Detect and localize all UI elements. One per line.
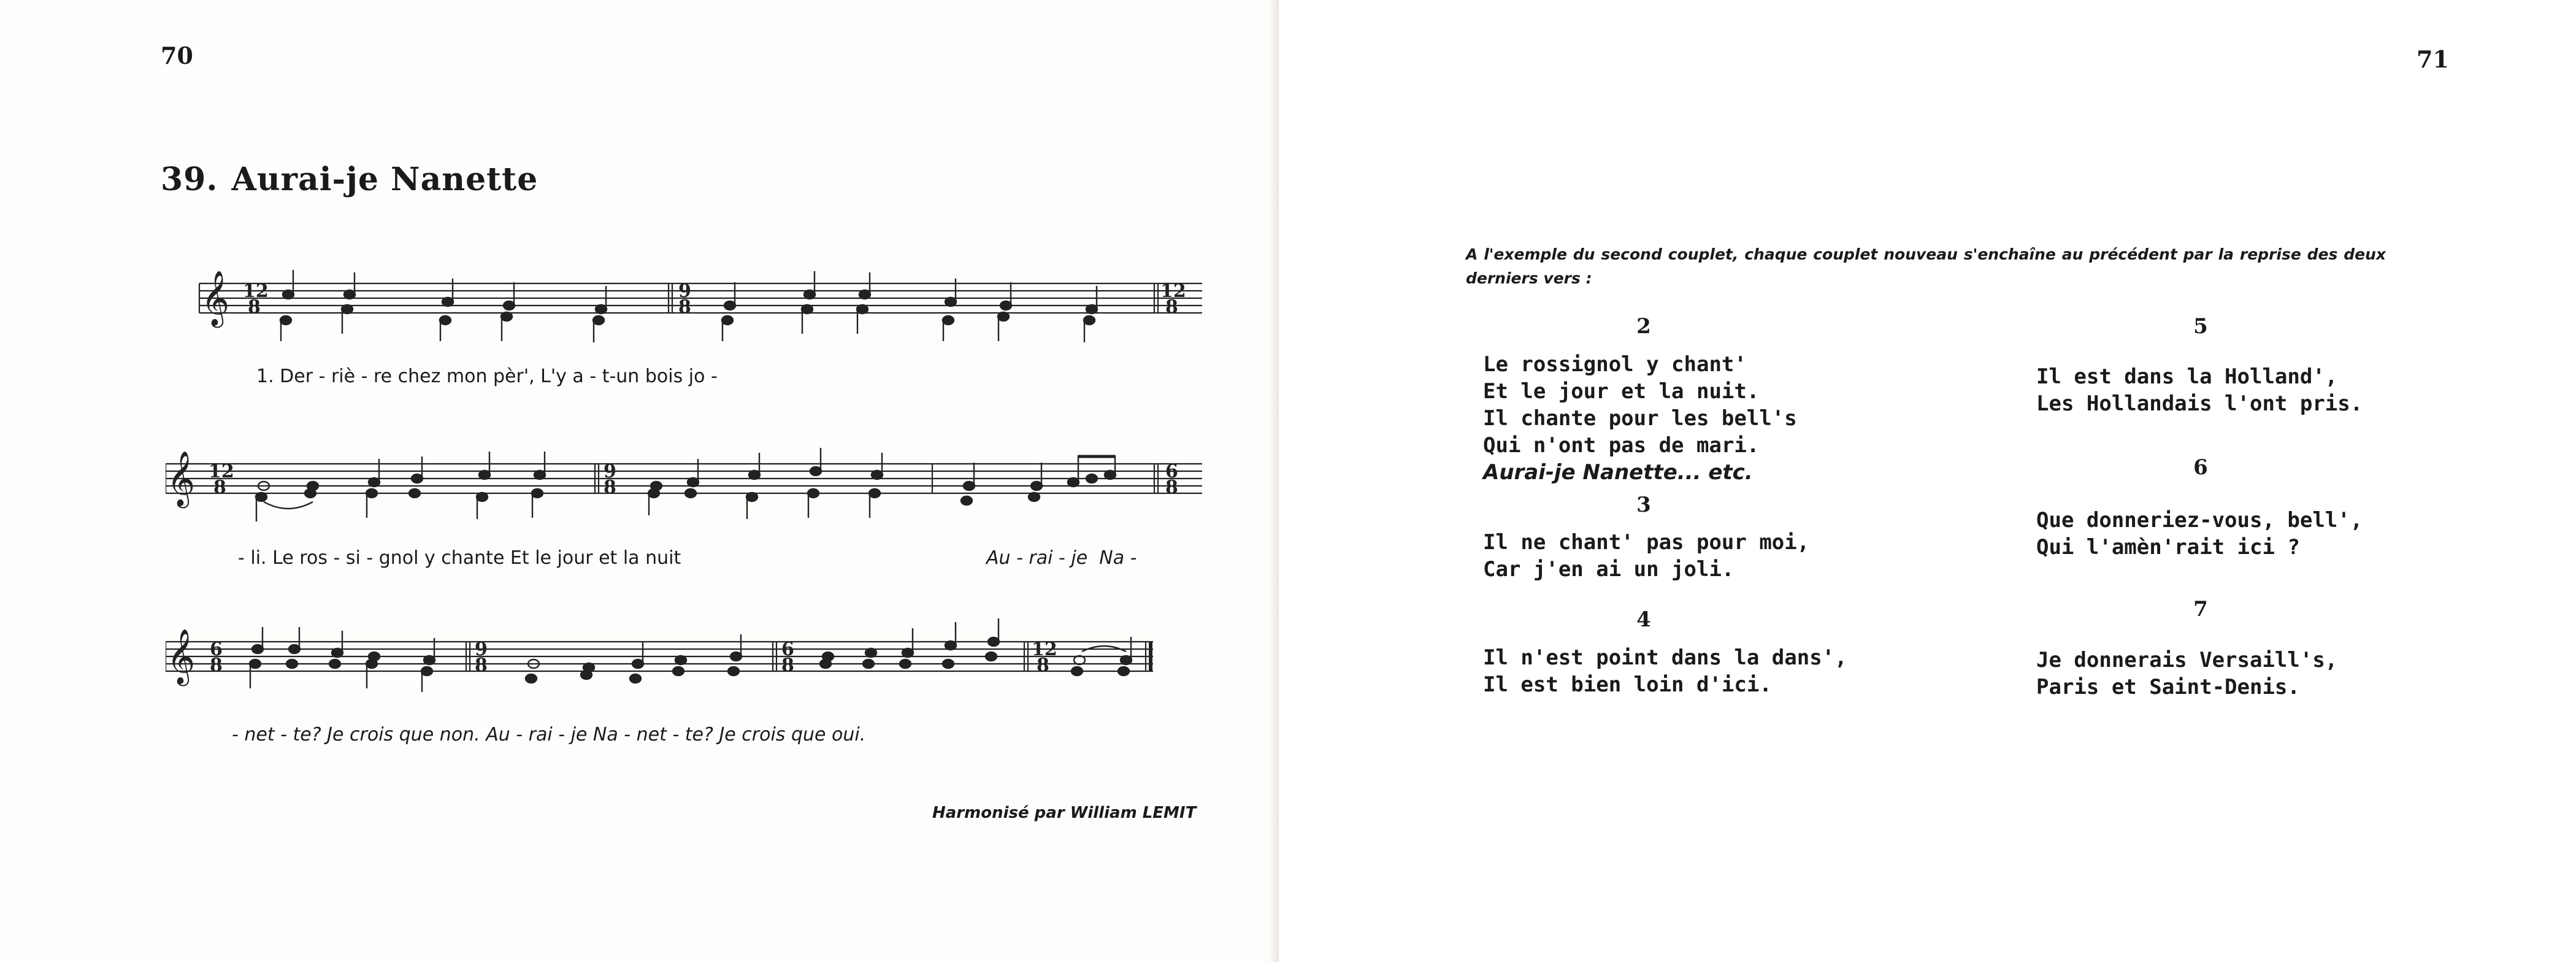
song-title-text: Aurai-je Nanette bbox=[231, 161, 539, 198]
verse-line: Le rossignol y chant' bbox=[1483, 352, 1747, 377]
verse-line: Il ne chant' pas pour moi, bbox=[1483, 530, 1810, 555]
lyrics-line-1: 1. Der - riè - re chez mon pèr', L'y a - t-un bois jo - bbox=[256, 366, 718, 387]
verse-number-7: 7 bbox=[2193, 597, 2208, 621]
verse-6 bbox=[2036, 507, 2363, 561]
verse-line: Que donneriez-vous, bell', bbox=[2036, 508, 2363, 533]
svg-text:9: 9 bbox=[678, 280, 691, 302]
verse-line: Les Hollandais l'ont pris. bbox=[2036, 391, 2363, 416]
svg-text:6: 6 bbox=[781, 639, 794, 660]
verse-number-2: 2 bbox=[1636, 314, 1651, 339]
svg-text:8: 8 bbox=[781, 655, 794, 676]
verse-line: Qui n'ont pas de mari. bbox=[1483, 433, 1760, 458]
treble-clef: 𝄞 bbox=[201, 271, 230, 326]
verses-intro-note: A l'exemple du second couplet, chaque couplet nouveau s'enchaîne au précédent par la reprise des deux derniers vers : bbox=[1466, 245, 2386, 287]
verse-line: Je donnerais Versaill's, bbox=[2036, 648, 2338, 672]
svg-text:8: 8 bbox=[213, 477, 226, 498]
treble-clef: 𝄞 bbox=[167, 451, 196, 506]
verse-4 bbox=[1483, 644, 1847, 698]
music-staff-1 bbox=[166, 270, 1202, 362]
verse-refrain: Aurai-je Nanette... etc. bbox=[1483, 460, 1753, 485]
page-number-left: 70 bbox=[161, 42, 193, 69]
verse-line: Car j'en ai un joli. bbox=[1483, 557, 1735, 582]
verse-line: Qui l'amèn'rait ici ? bbox=[2036, 535, 2300, 560]
svg-text:8: 8 bbox=[475, 655, 488, 676]
svg-text:8: 8 bbox=[678, 296, 691, 318]
svg-text:8: 8 bbox=[1037, 655, 1049, 676]
verse-5 bbox=[2036, 363, 2363, 417]
verse-line: Il est dans la Holland', bbox=[2036, 364, 2338, 389]
svg-text:8: 8 bbox=[210, 655, 223, 676]
page-number-right: 71 bbox=[2417, 45, 2449, 73]
svg-text:12: 12 bbox=[1032, 639, 1057, 660]
verse-line: Il chante pour les bell's bbox=[1483, 406, 1797, 431]
verse-line: Paris et Saint-Denis. bbox=[2036, 675, 2300, 699]
verse-number-6: 6 bbox=[2193, 455, 2208, 480]
svg-text:12: 12 bbox=[243, 280, 269, 302]
arranger-credit: Harmonisé par William LEMIT bbox=[932, 804, 1197, 822]
svg-text:12: 12 bbox=[209, 461, 234, 482]
svg-text:8: 8 bbox=[248, 296, 261, 318]
song-number: 39. bbox=[161, 161, 218, 198]
right-page bbox=[1279, 0, 2576, 962]
svg-text:6: 6 bbox=[1165, 461, 1178, 482]
verse-7 bbox=[2036, 647, 2337, 701]
svg-text:12: 12 bbox=[1160, 280, 1186, 302]
verse-line: Il n'est point dans la dans', bbox=[1483, 645, 1847, 670]
svg-text:8: 8 bbox=[1165, 477, 1178, 498]
svg-text:9: 9 bbox=[604, 461, 616, 482]
verse-line: Et le jour et la nuit. bbox=[1483, 379, 1760, 404]
music-staff-2 bbox=[166, 442, 1202, 534]
svg-text:8: 8 bbox=[604, 477, 616, 498]
svg-text:8: 8 bbox=[1165, 296, 1178, 318]
music-staff-3 bbox=[166, 614, 1159, 712]
verse-2 bbox=[1483, 351, 1797, 486]
lyrics-line-2: - li. Le ros - si - gnol y chante Et le jour et la nuit bbox=[238, 547, 681, 569]
svg-text:6: 6 bbox=[210, 639, 223, 660]
lyrics-line-3: - net - te? Je crois que non. Au - rai - je Na - net - te? Je crois que oui. bbox=[232, 724, 866, 745]
verse-3 bbox=[1483, 529, 1809, 583]
verse-number-3: 3 bbox=[1636, 493, 1651, 517]
verse-number-4: 4 bbox=[1636, 607, 1651, 632]
svg-text:9: 9 bbox=[475, 639, 488, 660]
song-title bbox=[161, 161, 538, 198]
verse-number-5: 5 bbox=[2193, 314, 2208, 339]
lyrics-line-2-refrain: Au - rai - je Na - bbox=[986, 547, 1137, 569]
verse-line: Il est bien loin d'ici. bbox=[1483, 672, 1772, 697]
treble-clef: 𝄞 bbox=[167, 629, 196, 684]
left-page bbox=[0, 0, 1279, 962]
